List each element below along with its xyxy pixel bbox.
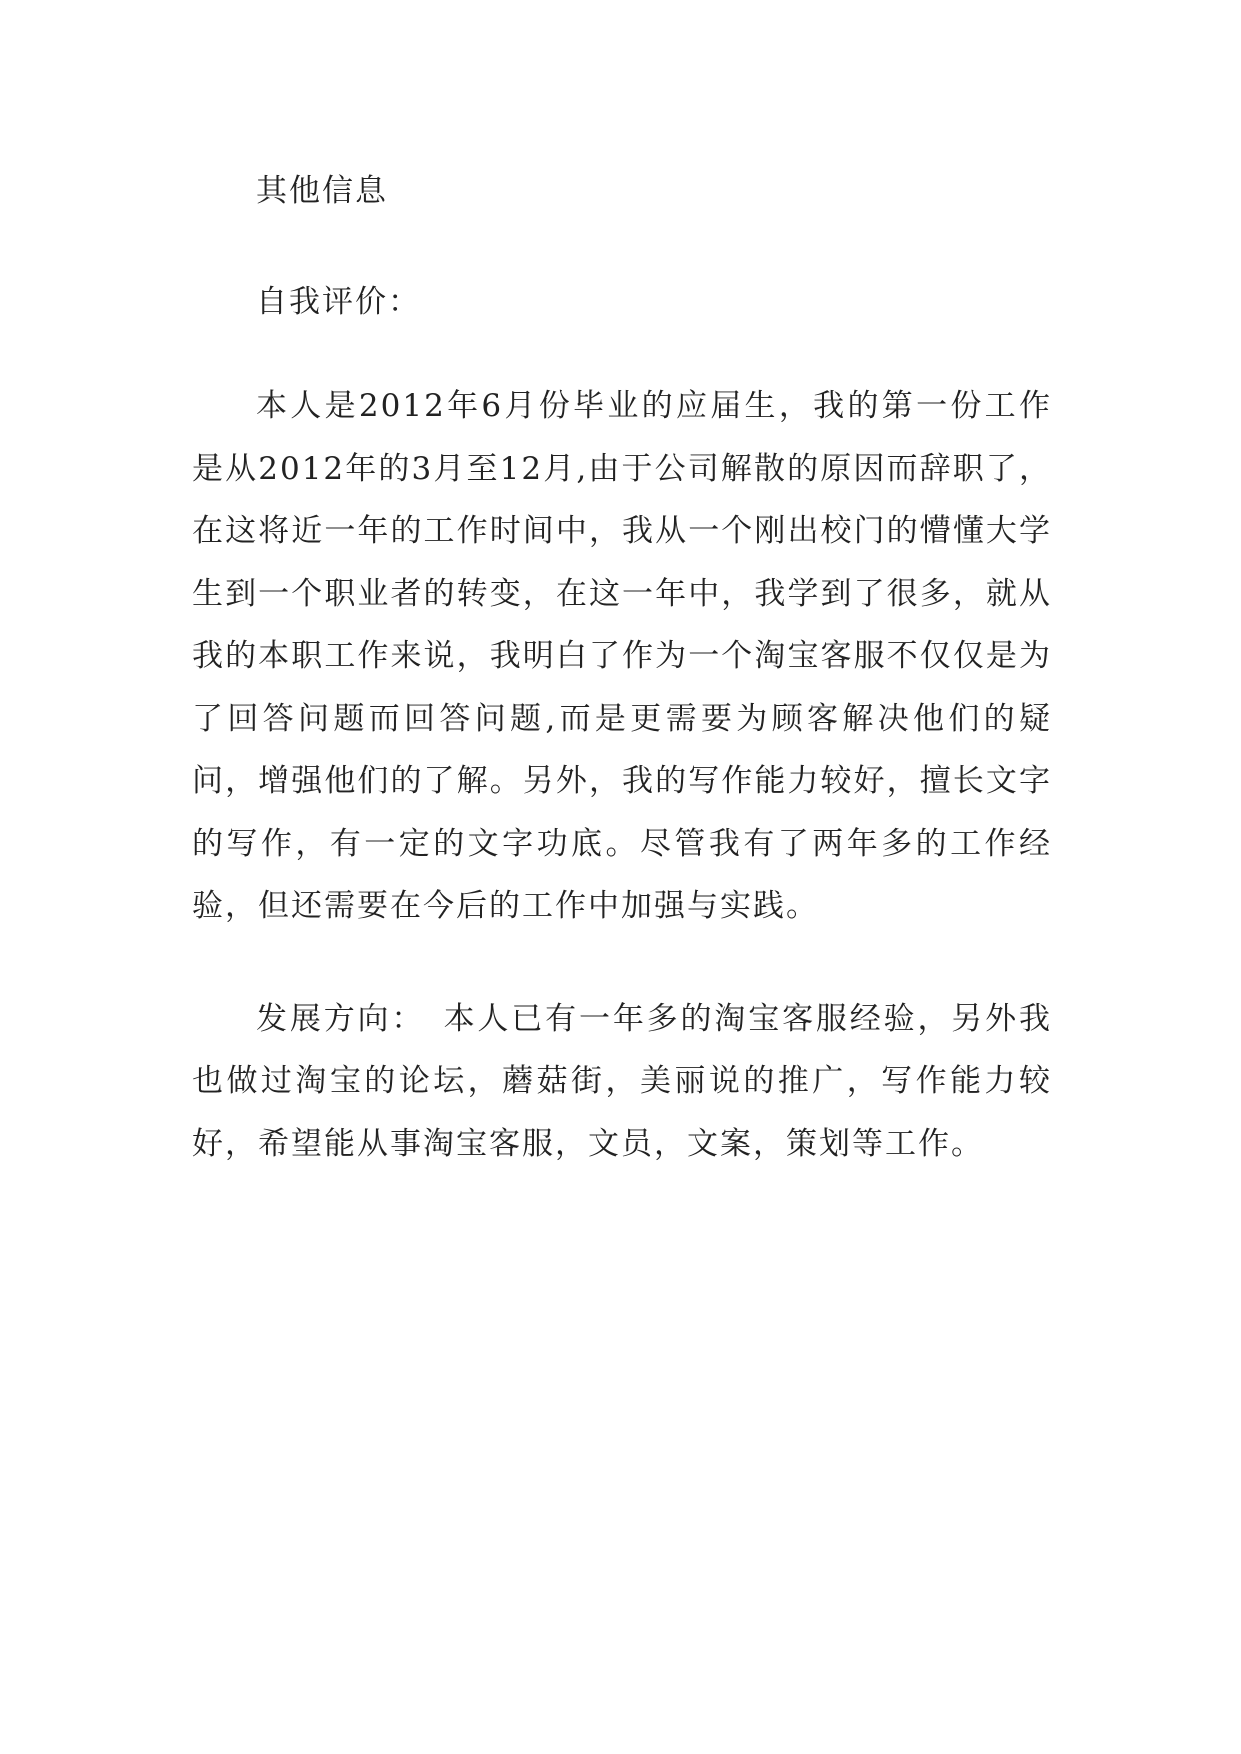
self-evaluation-paragraph: 本人是2012年6月份毕业的应届生，我的第一份工作是从2012年的3月至12月,由于公司解散的原因而辞职了，在这将近一年的工作时间中，我从一个刚出校门的懵懂大学生到一个职业者的转变，在这一年中，我学到了很多，就从我的本职工作来说，我明白了作为一个淘宝客服不仅仅是为了回答问题而回答问题,而是更需要为顾客解决他们的疑问，增强他们的了解。另外，我的写作能力较好，擅长文字的写作，有一定的文字功底。尽管我有了两年多的工作经验，但还需要在今后的工作中加强与实践。 <box>192 388 1052 924</box>
section-title: 其他信息 <box>256 173 388 209</box>
self-evaluation-label: 自我评价： <box>256 283 421 320</box>
document-body <box>192 160 1052 1175</box>
development-direction-paragraph: 发展方向： 本人已有一年多的淘宝客服经验，另外我也做过淘宝的论坛，蘑菇街，美丽说的推广，写作能力较好，希望能从事淘宝客服，文员，文案，策划等工作。 <box>192 1000 1052 1162</box>
